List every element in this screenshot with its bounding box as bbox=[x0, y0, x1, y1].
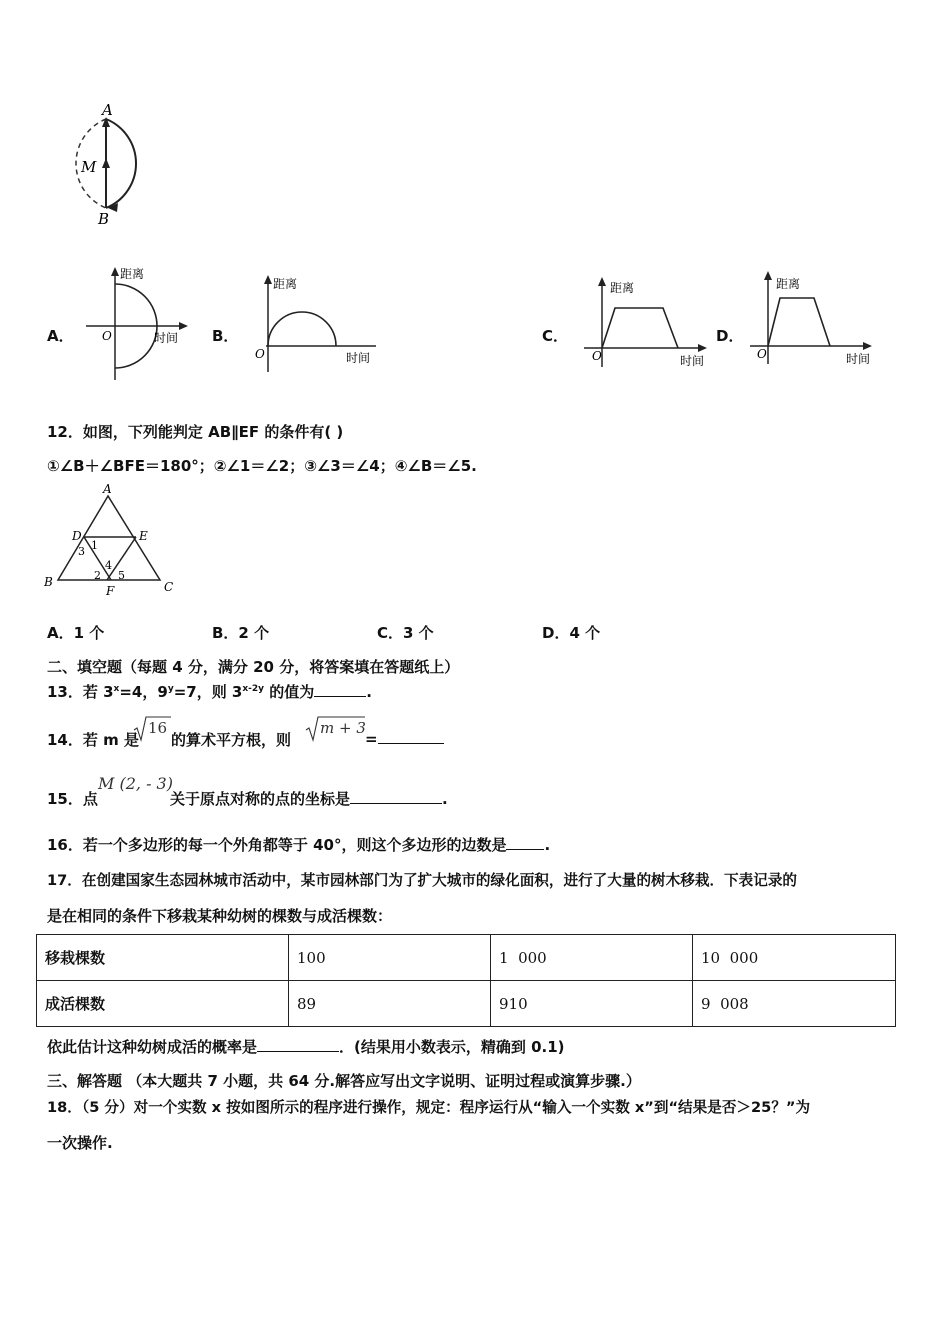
q13-exp1: x bbox=[113, 684, 120, 694]
a-x-label: 时间 bbox=[154, 331, 179, 345]
q13-post: 的值为 bbox=[264, 683, 315, 701]
solid-right-arc bbox=[106, 119, 136, 208]
q16-end: . bbox=[544, 836, 551, 854]
angle-1: 1 bbox=[91, 539, 98, 552]
table-cell: 9 008 bbox=[693, 981, 896, 1027]
q18-line2: 一次操作. bbox=[47, 1134, 113, 1152]
q14-eq-sign: = bbox=[365, 730, 378, 748]
d-y-label: 距离 bbox=[776, 277, 801, 291]
option-d-letter: D． bbox=[716, 327, 744, 345]
q17-blank[interactable] bbox=[257, 1037, 339, 1052]
q13 bbox=[47, 681, 372, 702]
q12-option-a: A．1 个 bbox=[47, 624, 105, 642]
graph-option-c bbox=[580, 272, 710, 372]
angle-5: 5 bbox=[118, 569, 125, 582]
q17-after bbox=[47, 1036, 565, 1057]
q17-after-post: ．(结果用小数表示，精确到 0.1) bbox=[339, 1038, 565, 1056]
label-b: B bbox=[98, 210, 110, 228]
q15-pre: 15．点 bbox=[47, 790, 98, 808]
option-a-letter: A． bbox=[47, 327, 74, 345]
q16-blank[interactable] bbox=[506, 835, 544, 850]
angle-4: 4 bbox=[105, 559, 112, 572]
q15-point: M (2, - 3) bbox=[98, 774, 173, 793]
q12-option-d: D．4 个 bbox=[542, 624, 601, 642]
q13-pre: 13．若 3 bbox=[47, 683, 114, 701]
a-origin: O bbox=[102, 329, 112, 343]
tri-label-d: D bbox=[72, 529, 82, 543]
q13-end: . bbox=[366, 683, 372, 701]
tri-label-b: B bbox=[44, 575, 53, 589]
graph-option-d bbox=[746, 266, 876, 370]
c-x-label: 时间 bbox=[680, 354, 705, 368]
tri-label-c: C bbox=[164, 580, 174, 594]
q12-stem: 12．如图，下列能判定 AB∥EF 的条件有( ) bbox=[47, 423, 344, 441]
d-origin: O bbox=[757, 347, 767, 361]
q15-mid: 关于原点对称的点的坐标是 bbox=[170, 790, 351, 808]
graph-option-b bbox=[246, 270, 381, 375]
a-y-label: 距离 bbox=[120, 267, 145, 281]
q13-exp3: x-2y bbox=[242, 684, 265, 694]
angle-2: 2 bbox=[94, 569, 101, 582]
tri-label-e: E bbox=[139, 529, 148, 543]
label-a: A bbox=[102, 101, 113, 119]
q12-option-c: C．3 个 bbox=[377, 624, 434, 642]
table-cell: 910 bbox=[491, 981, 693, 1027]
q13-mid2: =7，则 3 bbox=[173, 683, 243, 701]
track-figure bbox=[48, 100, 163, 235]
tri-label-a: A bbox=[103, 482, 112, 496]
d-x-label: 时间 bbox=[846, 352, 871, 366]
table-cell: 移栽棵数 bbox=[37, 935, 289, 981]
section-2-heading: 二、填空题（每题 4 分，满分 20 分，将答案填在答题纸上） bbox=[47, 658, 460, 676]
q15-blank[interactable] bbox=[350, 789, 442, 804]
b-y-label: 距离 bbox=[273, 277, 298, 291]
q15-rest bbox=[170, 788, 448, 809]
seedling-table bbox=[36, 934, 896, 1027]
q17-after-pre: 依此估计这种幼树成活的概率是 bbox=[47, 1038, 258, 1056]
q14-eq bbox=[365, 729, 444, 748]
sqrt-m3-value: m + 3 bbox=[320, 719, 366, 737]
section-3-heading: 三、解答题 （本大题共 7 小题，共 64 分.解答应写出文字说明、证明过程或演算步骤.） bbox=[47, 1072, 641, 1090]
arrow-up-mid bbox=[102, 158, 110, 168]
q12-option-b: B．2 个 bbox=[212, 624, 270, 642]
table-row bbox=[37, 935, 896, 981]
tri-label-f: F bbox=[106, 584, 115, 598]
q17-line1: 17．在创建国家生态园林城市活动中，某市园林部门为了扩大城市的绿化面积，进行了大量的树木移栽．下表记录的 bbox=[47, 872, 798, 889]
table-row bbox=[37, 981, 896, 1027]
triangle-figure bbox=[40, 482, 185, 598]
q13-mid1: =4，9 bbox=[119, 683, 168, 701]
table-cell: 成活棵数 bbox=[37, 981, 289, 1027]
c-y-label: 距离 bbox=[610, 281, 635, 295]
option-b-letter: B． bbox=[212, 327, 239, 345]
q13-blank[interactable] bbox=[314, 682, 366, 697]
label-m: M bbox=[81, 158, 97, 176]
table-cell: 100 bbox=[289, 935, 491, 981]
b-x-label: 时间 bbox=[346, 351, 371, 365]
c-origin: O bbox=[592, 349, 602, 363]
angle-3: 3 bbox=[78, 545, 85, 558]
q15-end: . bbox=[442, 790, 448, 808]
table-cell: 89 bbox=[289, 981, 491, 1027]
b-origin: O bbox=[255, 347, 265, 361]
graph-option-a bbox=[82, 262, 192, 384]
q17-line2: 是在相同的条件下移栽某种幼树的棵数与成活棵数： bbox=[47, 907, 393, 925]
table-cell: 10 000 bbox=[693, 935, 896, 981]
q14-mid: 的算术平方根，则 bbox=[171, 731, 292, 749]
q12-conditions: ①∠B＋∠BFE＝180°；②∠1＝∠2；③∠3＝∠4；④∠B＝∠5. bbox=[47, 457, 477, 475]
q13-exp2: y bbox=[167, 684, 174, 694]
option-c-letter: C． bbox=[542, 327, 569, 345]
table-cell: 1 000 bbox=[491, 935, 693, 981]
q18-line1: 18．（5 分）对一个实数 x 按如图所示的程序进行操作，规定：程序运行从“输入一个实数 x”到“结果是否＞25？”为 bbox=[47, 1099, 811, 1116]
q16 bbox=[47, 834, 550, 855]
q14-blank[interactable] bbox=[378, 729, 444, 744]
sqrt-16-value: 16 bbox=[148, 719, 168, 737]
q14-pre: 14．若 m 是 bbox=[47, 731, 139, 749]
q16-text: 16．若一个多边形的每一个外角都等于 40°，则这个多边形的边数是 bbox=[47, 836, 507, 854]
